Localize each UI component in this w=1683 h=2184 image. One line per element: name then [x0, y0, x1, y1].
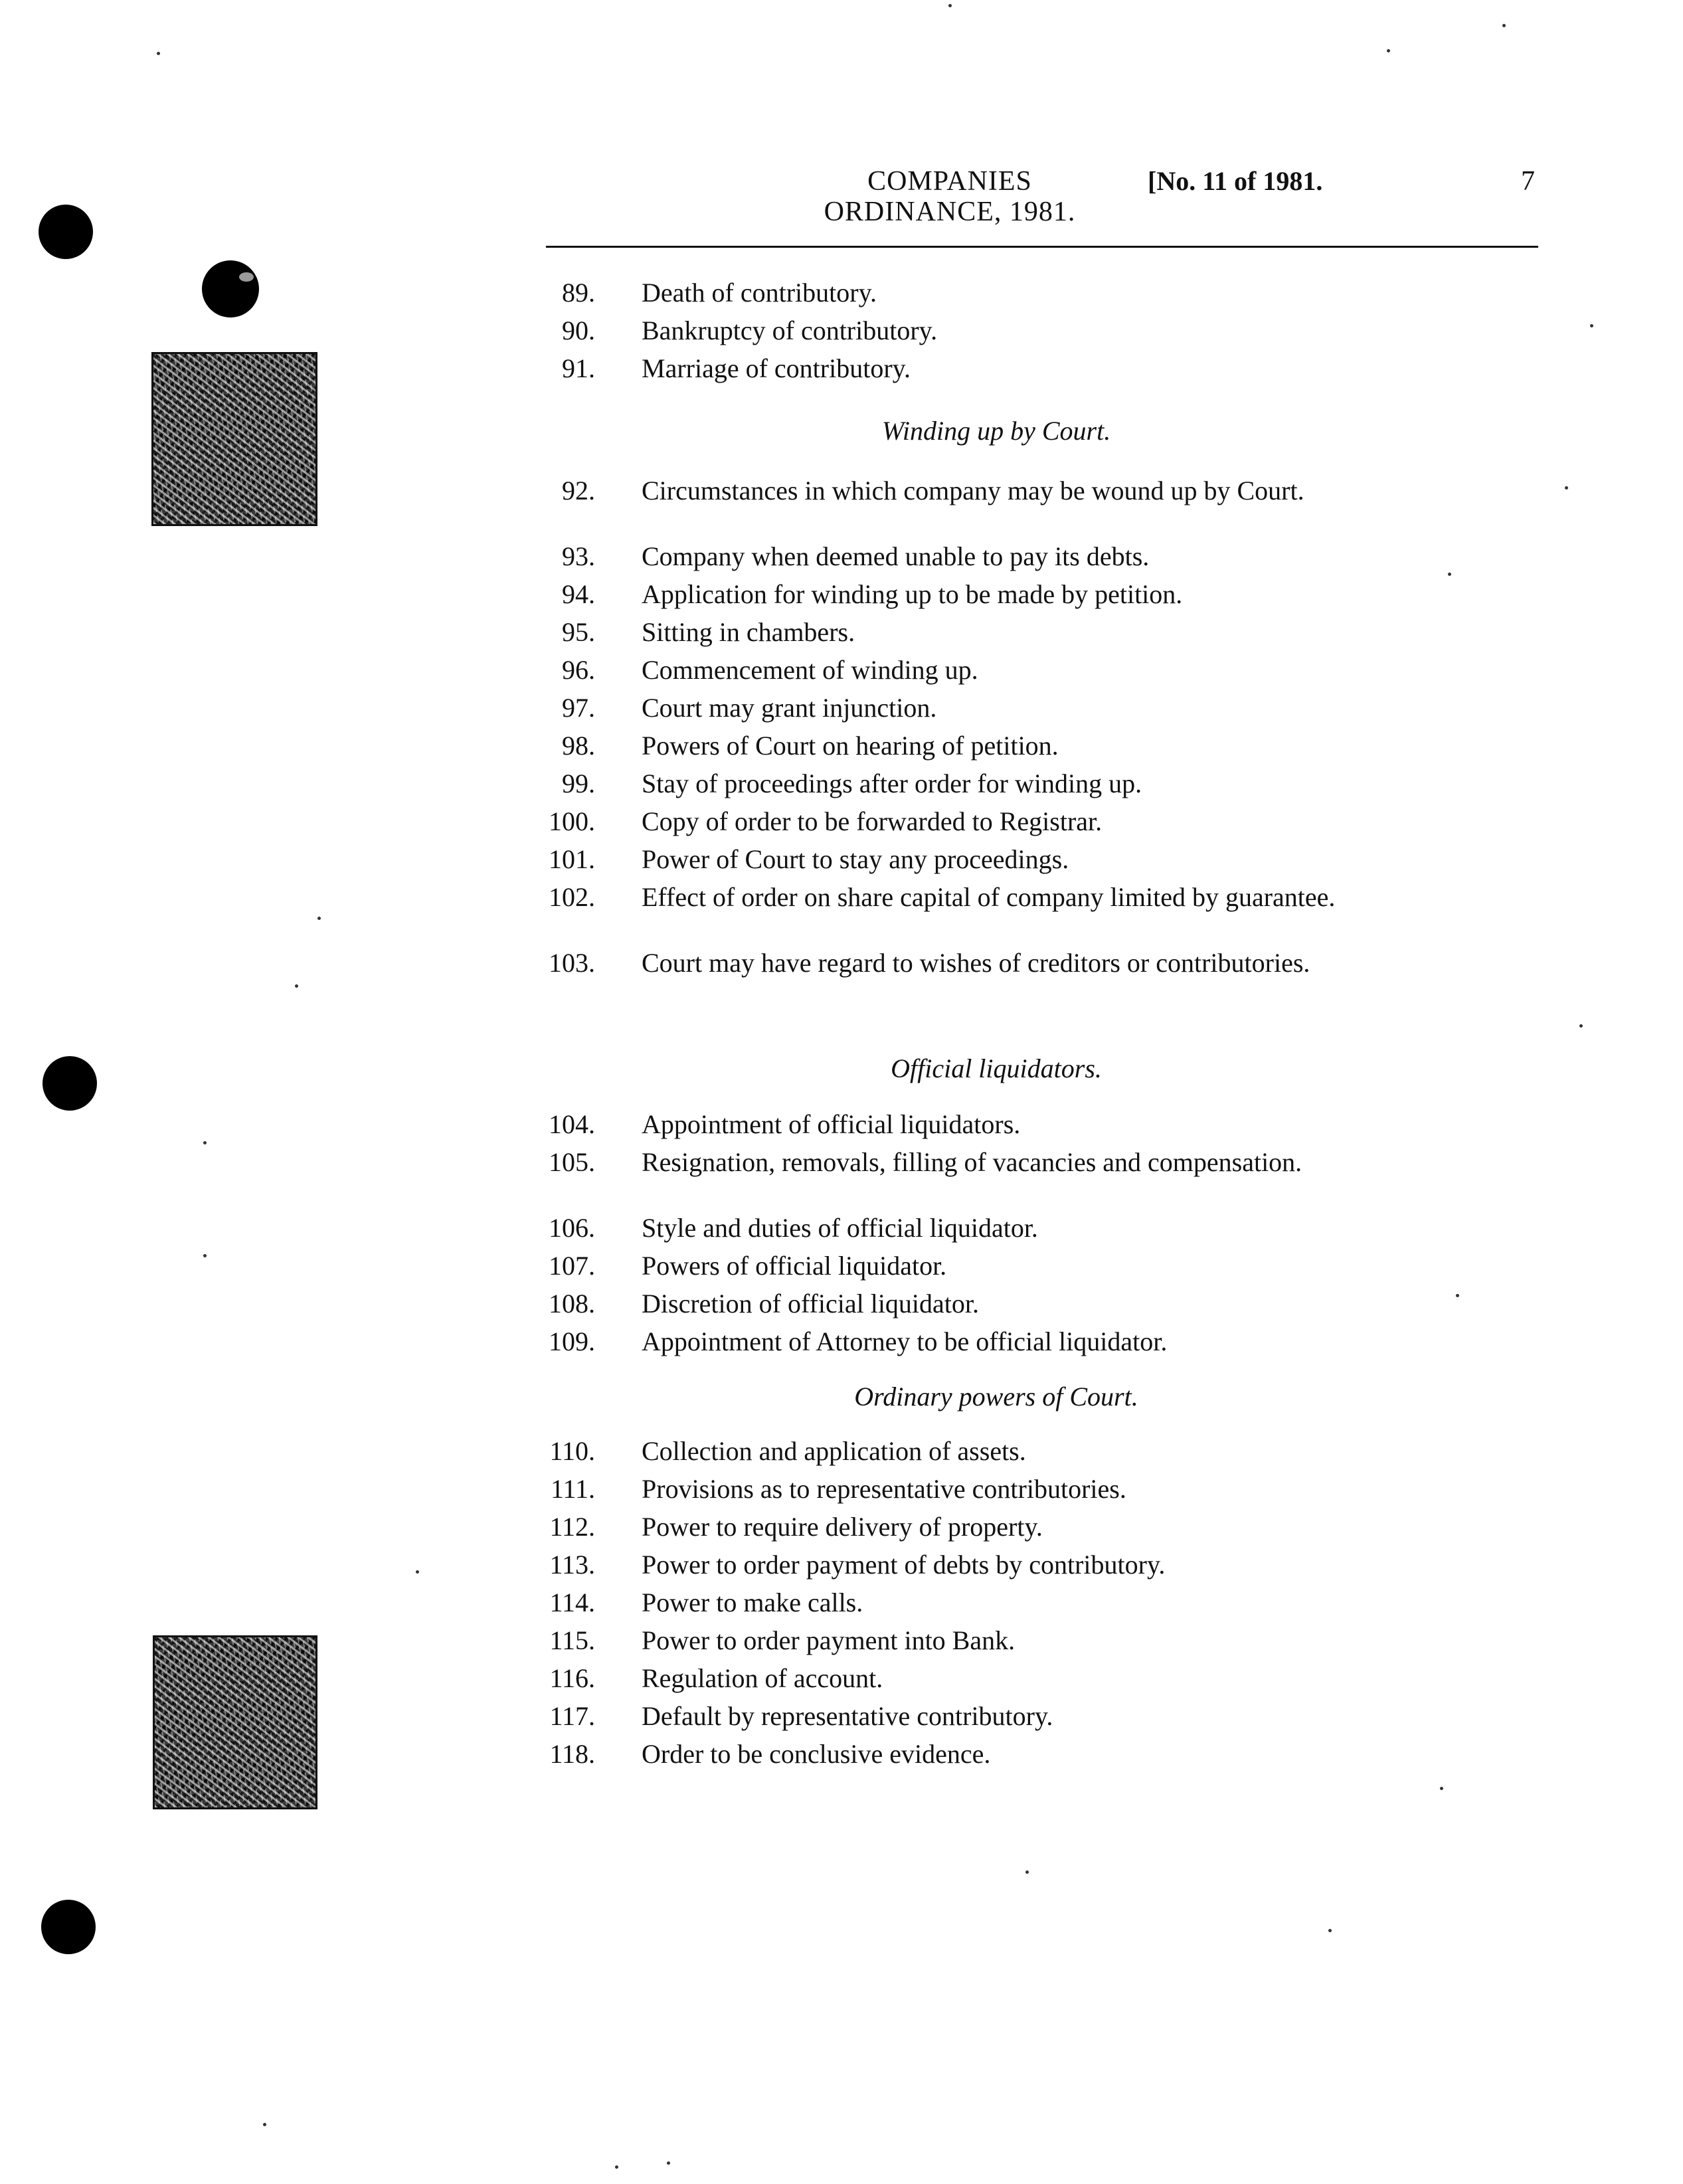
- speck: [948, 4, 952, 7]
- section-title: Powers of Court on hearing of petition.: [642, 731, 1059, 761]
- section-title: Court may grant injunction.: [642, 693, 937, 723]
- section-number: 98.: [562, 731, 595, 761]
- speck: [1456, 1294, 1459, 1297]
- speck: [203, 1254, 207, 1257]
- section-title: Default by representative contributory.: [642, 1701, 1053, 1731]
- section-title: Discretion of official liquidator.: [642, 1289, 980, 1319]
- section-number: 116.: [549, 1663, 595, 1693]
- section-number: 104.: [549, 1109, 595, 1139]
- section-number: 105.: [549, 1147, 595, 1177]
- header-title-line: COMPANIES: [867, 166, 1032, 197]
- speck: [263, 2123, 266, 2126]
- section-number: 111.: [550, 1474, 595, 1504]
- section-title: Resignation, removals, filling of vacancies and compensation.: [642, 1147, 1302, 1177]
- section-number: 114.: [549, 1588, 595, 1617]
- section-title: Marriage of contributory.: [642, 353, 911, 383]
- section-number: 102.: [549, 882, 595, 912]
- section-title: Regulation of account.: [642, 1663, 883, 1693]
- section-number: 99.: [562, 769, 595, 798]
- section-title: Powers of official liquidator.: [642, 1251, 947, 1281]
- speck: [1025, 1870, 1029, 1874]
- speck: [1448, 573, 1451, 576]
- speck: [1328, 1929, 1332, 1932]
- section-number: 89.: [562, 278, 595, 308]
- speck: [157, 52, 160, 55]
- header-rule: [546, 246, 1538, 248]
- section-number: 95.: [562, 617, 595, 647]
- section-title: Power to require delivery of property.: [642, 1512, 1043, 1542]
- section-title: Appointment of official liquidators.: [642, 1109, 1021, 1139]
- section-title: Appointment of Attorney to be official liquidator.: [642, 1326, 1168, 1356]
- speck: [667, 2161, 670, 2165]
- section-number: 100.: [549, 806, 595, 836]
- section-number: 107.: [549, 1251, 595, 1281]
- binder-hole: [43, 1056, 97, 1111]
- ordinance-number: [No. 11 of 1981.: [1148, 166, 1323, 196]
- binder-hole: [202, 260, 259, 318]
- section-number: 117.: [549, 1701, 595, 1731]
- section-title: Style and duties of official liquidator.: [642, 1213, 1038, 1243]
- scan-noise-patch: [151, 352, 317, 526]
- section-number: 115.: [549, 1625, 595, 1655]
- section-title: Circumstances in which company may be wound up by Court.: [642, 476, 1304, 505]
- section-heading: Ordinary powers of Court.: [854, 1382, 1138, 1411]
- binder-hole: [39, 205, 93, 259]
- section-number: 94.: [562, 579, 595, 609]
- section-heading: Winding up by Court.: [881, 416, 1111, 446]
- section-title: Stay of proceedings after order for winding up.: [642, 769, 1142, 798]
- section-title: Collection and application of assets.: [642, 1436, 1026, 1466]
- section-title: Death of contributory.: [642, 278, 877, 308]
- speck: [1387, 49, 1390, 52]
- page-number: 7: [1521, 166, 1535, 197]
- running-header-title: [757, 166, 1142, 227]
- section-number: 110.: [549, 1436, 595, 1466]
- binder-hole: [41, 1900, 96, 1954]
- header-title-line: ORDINANCE, 1981.: [824, 197, 1076, 227]
- section-number: 118.: [549, 1739, 595, 1769]
- section-title: Company when deemed unable to pay its debts.: [642, 541, 1150, 571]
- section-title: Power to order payment into Bank.: [642, 1625, 1016, 1655]
- section-number: 93.: [562, 541, 595, 571]
- section-title: Order to be conclusive evidence.: [642, 1739, 991, 1769]
- section-title: Power of Court to stay any proceedings.: [642, 844, 1069, 874]
- section-title: Copy of order to be forwarded to Registrar.: [642, 806, 1103, 836]
- section-number: 112.: [549, 1512, 595, 1542]
- section-heading: Official liquidators.: [891, 1053, 1102, 1083]
- section-number: 92.: [562, 476, 595, 505]
- section-title: Provisions as to representative contributories.: [642, 1474, 1126, 1504]
- section-title: Power to order payment of debts by contributory.: [642, 1550, 1166, 1580]
- speck: [317, 917, 321, 920]
- section-number: 108.: [549, 1289, 595, 1319]
- speck: [1579, 1024, 1583, 1028]
- speck: [295, 984, 298, 988]
- section-number: 109.: [549, 1326, 595, 1356]
- speck: [416, 1570, 419, 1574]
- scan-noise-patch: [153, 1635, 317, 1809]
- speck: [203, 1141, 207, 1144]
- section-title: Commencement of winding up.: [642, 655, 978, 685]
- speck: [1565, 486, 1568, 490]
- speck: [1502, 24, 1506, 27]
- section-title: Bankruptcy of contributory.: [642, 316, 938, 345]
- section-number: 96.: [562, 655, 595, 685]
- section-title: Power to make calls.: [642, 1588, 863, 1617]
- section-title: Sitting in chambers.: [642, 617, 855, 647]
- section-number: 90.: [562, 316, 595, 345]
- section-title: Application for winding up to be made by petition.: [642, 579, 1183, 609]
- section-number: 97.: [562, 693, 595, 723]
- section-number: 101.: [549, 844, 595, 874]
- speck: [1590, 324, 1593, 327]
- section-number: 103.: [549, 948, 595, 978]
- section-number: 106.: [549, 1213, 595, 1243]
- section-number: 113.: [549, 1550, 595, 1580]
- section-number: 91.: [562, 353, 595, 383]
- speck: [615, 2165, 618, 2169]
- speck: [1440, 1787, 1443, 1790]
- section-title: Court may have regard to wishes of creditors or contributories.: [642, 948, 1310, 978]
- section-title: Effect of order on share capital of company limited by guarantee.: [642, 882, 1336, 912]
